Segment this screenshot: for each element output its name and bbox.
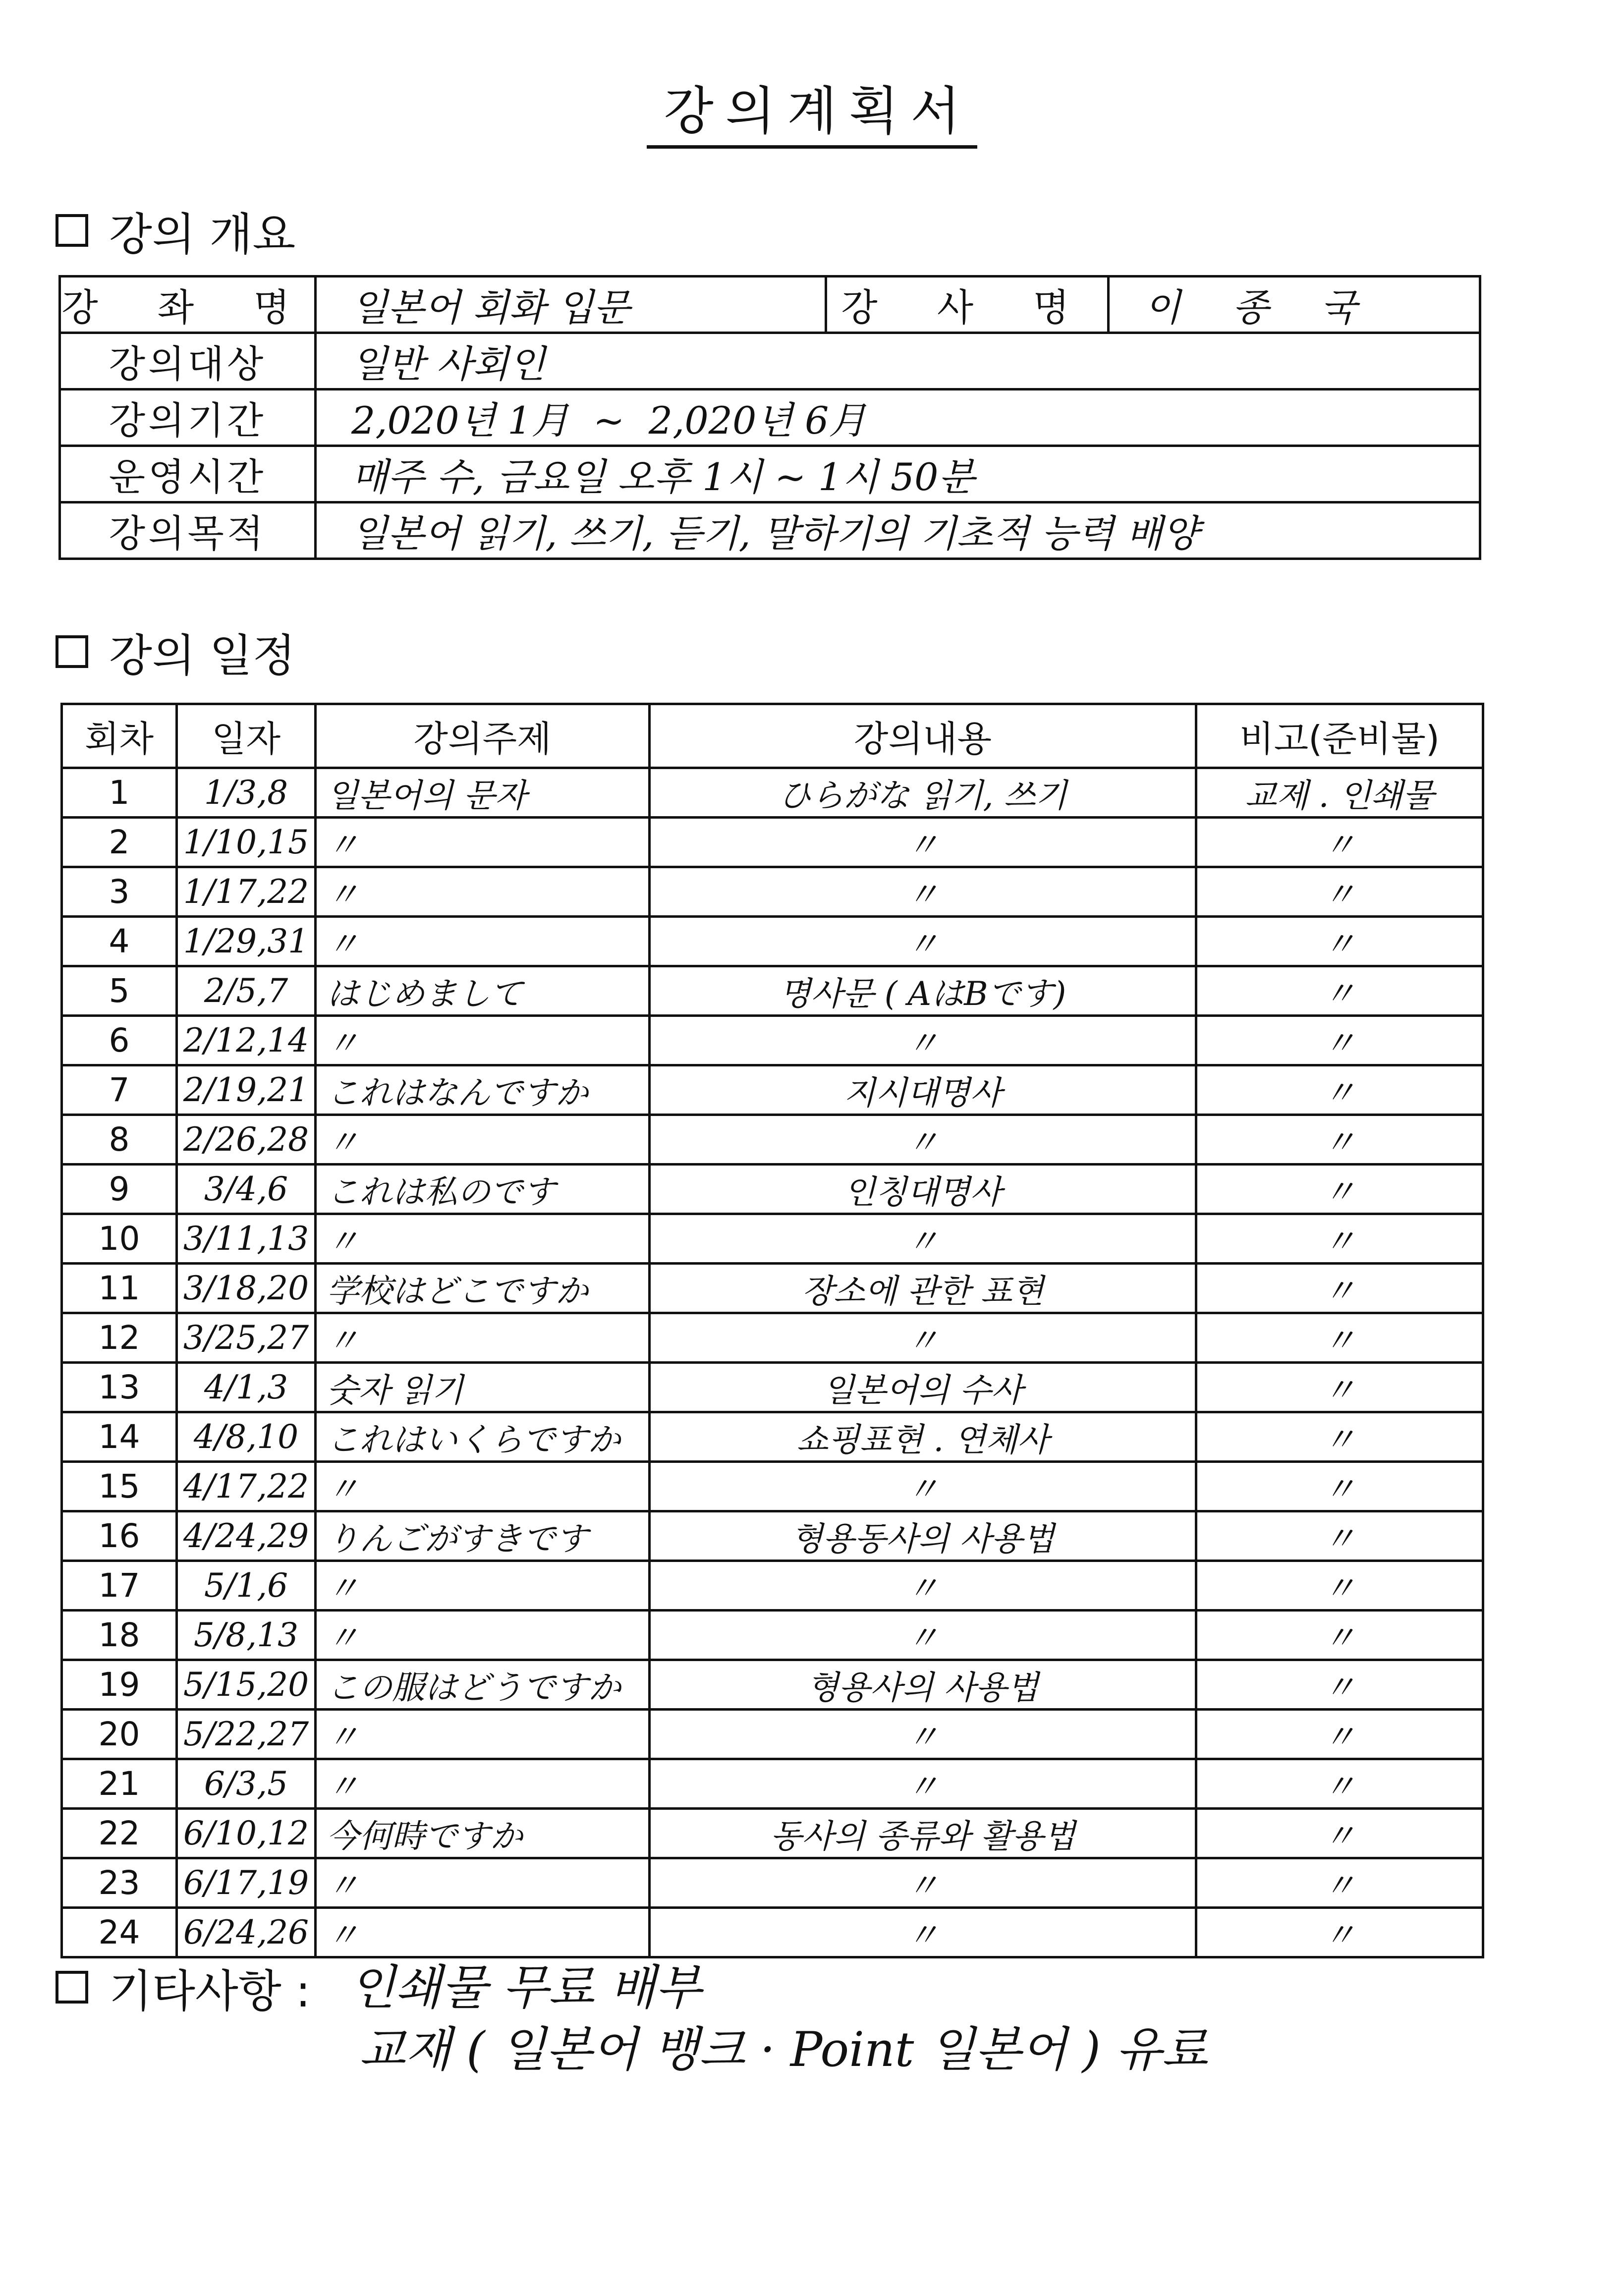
table-row [62,1115,1483,1165]
hours-value: 매주 수, 금요일 오후 1시 ~ 1시 50분 [316,446,1480,502]
session-content: 형용동사의 사용법 [650,1511,1196,1561]
session-content: 〃 [650,1115,1196,1165]
session-topic: 〃 [316,867,650,917]
session-number: 10 [62,1214,177,1264]
other-line-1: 인쇄물 무료 배부 [349,1960,702,2015]
session-number: 19 [62,1660,177,1710]
overview-row-period [60,390,1480,446]
session-topic: これはなんですか [316,1065,650,1115]
target-value: 일반 사회인 [316,333,1480,390]
session-note: 〃 [1196,1065,1483,1115]
session-number: 24 [62,1908,177,1957]
session-note: 〃 [1196,1611,1483,1660]
period-label: 강의기간 [60,390,316,446]
session-content: 쇼핑표현 . 연체사 [650,1412,1196,1462]
session-number: 6 [62,1016,177,1065]
session-number: 13 [62,1363,177,1412]
session-date: 6/17,19 [177,1858,316,1908]
session-topic: この服はどうですか [316,1660,650,1710]
session-note: 〃 [1196,917,1483,966]
overview-heading-text: 강의 개요 [109,209,296,261]
session-date: 1/10,15 [177,818,316,867]
goal-value: 일본어 읽기, 쓰기, 듣기, 말하기의 기초적 능력 배양 [316,502,1480,559]
session-note: 〃 [1196,1016,1483,1065]
session-topic: 〃 [316,1611,650,1660]
session-note: 〃 [1196,1858,1483,1908]
instructor-value: 이 종 국 [1109,277,1480,333]
col-header-note: 비고(준비물) [1196,704,1483,768]
session-date: 4/24,29 [177,1511,316,1561]
session-number: 12 [62,1313,177,1363]
session-date: 3/25,27 [177,1313,316,1363]
session-date: 4/1,3 [177,1363,316,1412]
session-date: 1/3,8 [177,768,316,818]
table-row [62,1561,1483,1611]
table-row [62,768,1483,818]
session-note: 〃 [1196,1165,1483,1214]
instructor-label: 강 사 명 [826,277,1109,333]
session-number: 4 [62,917,177,966]
table-row [62,818,1483,867]
table-row [62,1412,1483,1462]
session-date: 4/8,10 [177,1412,316,1462]
session-date: 5/15,20 [177,1660,316,1710]
table-row [62,1462,1483,1511]
session-content: 명사문 ( AはBです) [650,966,1196,1016]
document-title-text: 강의계획서 [647,81,977,149]
session-date: 1/17,22 [177,867,316,917]
session-topic: 숫자 읽기 [316,1363,650,1412]
session-topic: りんごがすきです [316,1511,650,1561]
session-date: 2/5,7 [177,966,316,1016]
table-row [62,917,1483,966]
session-content: 〃 [650,1561,1196,1611]
table-row [62,1710,1483,1759]
session-note: 〃 [1196,1759,1483,1809]
session-topic: 〃 [316,1115,650,1165]
session-topic: 〃 [316,1908,650,1957]
session-number: 1 [62,768,177,818]
target-label: 강의대상 [60,333,316,390]
session-content: 〃 [650,1313,1196,1363]
table-row [62,1214,1483,1264]
session-date: 5/22,27 [177,1710,316,1759]
session-note: 〃 [1196,867,1483,917]
session-content: 〃 [650,867,1196,917]
session-date: 3/4,6 [177,1165,316,1214]
session-date: 2/19,21 [177,1065,316,1115]
session-number: 16 [62,1511,177,1561]
session-note: 〃 [1196,1462,1483,1511]
session-date: 2/12,14 [177,1016,316,1065]
other-checkbox [56,1971,88,2004]
session-note: 〃 [1196,818,1483,867]
session-date: 3/18,20 [177,1264,316,1313]
session-date: 6/3,5 [177,1759,316,1809]
schedule-header-row [62,704,1483,768]
session-note: 〃 [1196,1511,1483,1561]
session-content: 인칭대명사 [650,1165,1196,1214]
session-date: 2/26,28 [177,1115,316,1165]
table-row [62,1016,1483,1065]
session-date: 6/10,12 [177,1809,316,1858]
session-content: 장소에 관한 표현 [650,1264,1196,1313]
session-date: 5/1,6 [177,1561,316,1611]
schedule-checkbox [56,635,88,668]
session-number: 8 [62,1115,177,1165]
session-content: 〃 [650,1214,1196,1264]
session-content: 〃 [650,917,1196,966]
table-row [62,1264,1483,1313]
session-note: 〃 [1196,1809,1483,1858]
session-content: 〃 [650,1710,1196,1759]
overview-row-target [60,333,1480,390]
table-row [62,1809,1483,1858]
col-header-date: 일자 [177,704,316,768]
session-number: 17 [62,1561,177,1611]
overview-row-goal [60,502,1480,559]
schedule-heading-text: 강의 일정 [109,630,296,682]
session-number: 20 [62,1710,177,1759]
session-number: 23 [62,1858,177,1908]
overview-row-course [60,277,1480,333]
table-row [62,1165,1483,1214]
session-content: 〃 [650,818,1196,867]
other-heading-text: 기타사항 : [109,1965,311,2017]
session-content: 〃 [650,1858,1196,1908]
overview-row-hours [60,446,1480,502]
overview-heading [56,198,295,263]
table-row [62,1511,1483,1561]
session-number: 2 [62,818,177,867]
course-name-label: 강 좌 명 [60,277,316,333]
table-row [62,966,1483,1016]
session-topic: これは私のです [316,1165,650,1214]
session-number: 7 [62,1065,177,1115]
session-content: ひらがな 읽기, 쓰기 [650,768,1196,818]
period-value: 2,020년 1月 ~ 2,020년 6月 [316,390,1480,446]
overview-checkbox [56,214,88,247]
session-content: 동사의 종류와 활용법 [650,1809,1196,1858]
document-title [0,69,1624,144]
table-row [62,1660,1483,1710]
session-note: 〃 [1196,1412,1483,1462]
session-note: 〃 [1196,1214,1483,1264]
course-name-value: 일본어 회화 입문 [316,277,826,333]
session-topic: 〃 [316,1313,650,1363]
session-number: 15 [62,1462,177,1511]
hours-label: 운영시간 [60,446,316,502]
session-topic: 今何時ですか [316,1809,650,1858]
session-content: 〃 [650,1611,1196,1660]
session-note: 〃 [1196,1363,1483,1412]
col-header-no: 회차 [62,704,177,768]
session-note: 교제 . 인쇄물 [1196,768,1483,818]
session-note: 〃 [1196,1710,1483,1759]
session-topic: 〃 [316,1858,650,1908]
session-date: 4/17,22 [177,1462,316,1511]
table-row [62,1858,1483,1908]
session-topic: 일본어의 문자 [316,768,650,818]
goal-label: 강의목적 [60,502,316,559]
other-line-2: 교재 ( 일본어 뱅크 · Point 일본어 ) 유료 [359,2022,1208,2077]
table-row [62,1611,1483,1660]
session-note: 〃 [1196,1660,1483,1710]
session-topic: 〃 [316,1462,650,1511]
session-date: 6/24,26 [177,1908,316,1957]
session-number: 9 [62,1165,177,1214]
other-heading [56,1955,311,2019]
table-row [62,867,1483,917]
session-note: 〃 [1196,1264,1483,1313]
session-topic: 〃 [316,1214,650,1264]
session-note: 〃 [1196,1115,1483,1165]
session-note: 〃 [1196,1313,1483,1363]
session-note: 〃 [1196,966,1483,1016]
session-content: 〃 [650,1462,1196,1511]
schedule-heading [56,619,295,684]
session-content: 일본어의 수사 [650,1363,1196,1412]
session-date: 5/8,13 [177,1611,316,1660]
session-number: 18 [62,1611,177,1660]
schedule-body [62,768,1483,1957]
table-row [62,1313,1483,1363]
session-topic: 〃 [316,917,650,966]
col-header-content: 강의내용 [650,704,1196,768]
session-content: 〃 [650,1016,1196,1065]
session-number: 11 [62,1264,177,1313]
session-date: 1/29,31 [177,917,316,966]
session-topic: 〃 [316,818,650,867]
session-content: 지시대명사 [650,1065,1196,1115]
session-topic: 学校はどこですか [316,1264,650,1313]
session-number: 21 [62,1759,177,1809]
session-date: 3/11,13 [177,1214,316,1264]
session-number: 3 [62,867,177,917]
session-topic: はじめまして [316,966,650,1016]
col-header-topic: 강의주제 [316,704,650,768]
session-topic: これはいくらですか [316,1412,650,1462]
session-topic: 〃 [316,1710,650,1759]
session-topic: 〃 [316,1016,650,1065]
session-number: 14 [62,1412,177,1462]
session-topic: 〃 [316,1561,650,1611]
schedule-table [60,703,1484,1958]
session-content: 〃 [650,1759,1196,1809]
session-note: 〃 [1196,1908,1483,1957]
table-row [62,1759,1483,1809]
table-row [62,1908,1483,1957]
session-content: 〃 [650,1908,1196,1957]
session-number: 5 [62,966,177,1016]
session-note: 〃 [1196,1561,1483,1611]
session-content: 형용사의 사용법 [650,1660,1196,1710]
overview-table [58,275,1481,560]
table-row [62,1363,1483,1412]
table-row [62,1065,1483,1115]
session-number: 22 [62,1809,177,1858]
session-topic: 〃 [316,1759,650,1809]
